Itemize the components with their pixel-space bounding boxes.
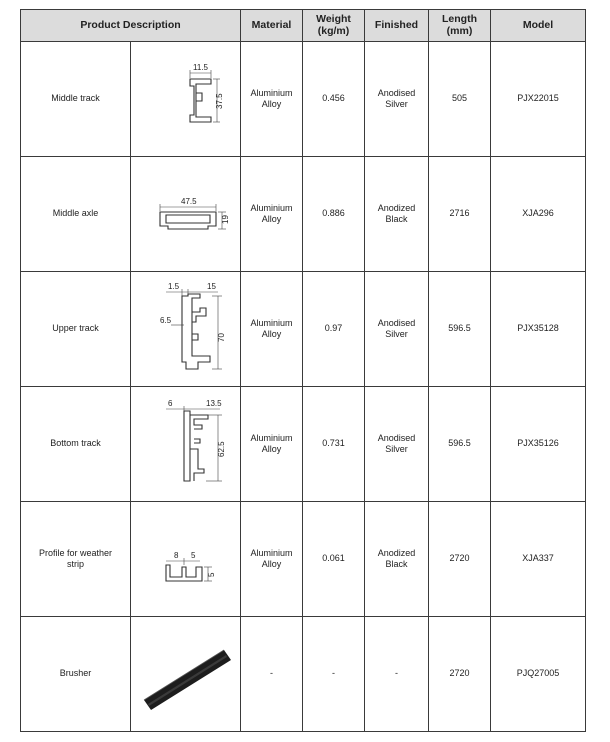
finished-line1: Anodized [377, 547, 416, 558]
dim-height-label: 19 [220, 215, 230, 224]
material-cell [241, 157, 303, 272]
material-cell: - [241, 617, 303, 732]
finished-line1: Anodized [377, 202, 416, 213]
dim-height-label: 5 [206, 572, 216, 577]
finished-line2: Silver [385, 444, 408, 454]
finished-cell [365, 157, 429, 272]
material-line2: Alloy [261, 444, 282, 454]
header-material: Material [241, 10, 303, 42]
finished-line2: Silver [385, 329, 408, 339]
dim-a-label: 8 [173, 551, 178, 560]
weight-cell: 0.731 [303, 387, 365, 502]
finished-cell [365, 387, 429, 502]
product-name: Middle axle [21, 157, 131, 272]
finished-cell [365, 42, 429, 157]
dim-height-label: 70 [216, 333, 226, 342]
table-row [21, 617, 586, 732]
header-weight-line2: (kg/m) [317, 24, 350, 37]
dim-height-label: 62.5 [216, 441, 226, 457]
product-name [21, 502, 131, 617]
model-cell: PJQ27005 [491, 617, 586, 732]
product-name: Upper track [21, 272, 131, 387]
table-row [21, 42, 586, 157]
header-length-line2: (mm) [446, 24, 473, 37]
weight-cell: 0.061 [303, 502, 365, 617]
finished-line1: Anodised [377, 87, 416, 98]
material-line1: Aluminium [250, 317, 293, 328]
table-row [21, 272, 586, 387]
dim-lip-label: 6 [167, 399, 172, 408]
finished-line2: Silver [385, 99, 408, 109]
product-drawing [131, 42, 241, 157]
length-cell: 505 [429, 42, 491, 157]
header-length-line1: Length [442, 12, 478, 25]
dim-height-label: 37.5 [214, 93, 224, 109]
finished-line1: Anodised [377, 317, 416, 328]
dim-width-label: 47.5 [180, 197, 197, 206]
model-cell: PJX22015 [491, 42, 586, 157]
finished-cell [365, 272, 429, 387]
product-name: Bottom track [21, 387, 131, 502]
header-weight-line1: Weight [316, 12, 351, 25]
table-row [21, 157, 586, 272]
dim-width-label: 15 [206, 282, 216, 291]
material-line2: Alloy [261, 329, 282, 339]
product-spec-table [20, 9, 586, 732]
bottom-track-profile-icon [136, 389, 236, 499]
material-line2: Alloy [261, 214, 282, 224]
model-cell: PJX35128 [491, 272, 586, 387]
weight-cell: 0.886 [303, 157, 365, 272]
dim-lip-label: 1.5 [167, 282, 179, 291]
dim-b-label: 5 [190, 551, 195, 560]
finished-cell [365, 502, 429, 617]
middle-track-profile-icon [136, 49, 236, 149]
material-line1: Aluminium [250, 87, 293, 98]
material-line1: Aluminium [250, 432, 293, 443]
dim-width-label: 13.5 [205, 399, 222, 408]
model-cell: XJA337 [491, 502, 586, 617]
finished-line2: Black [385, 214, 408, 224]
material-line2: Alloy [261, 559, 282, 569]
product-drawing [131, 617, 241, 732]
finished-cell: - [365, 617, 429, 732]
length-cell: 2716 [429, 157, 491, 272]
finished-line2: Black [385, 559, 408, 569]
material-line2: Alloy [261, 99, 282, 109]
product-name: Brusher [21, 617, 131, 732]
brush-strip-image [136, 624, 236, 724]
product-drawing [131, 157, 241, 272]
product-name-line2: strip [66, 559, 84, 569]
table-row [21, 387, 586, 502]
weight-cell: 0.97 [303, 272, 365, 387]
weather-strip-profile-icon [136, 509, 236, 609]
length-cell: 2720 [429, 617, 491, 732]
product-name-line1: Profile for weather [38, 547, 113, 558]
length-cell: 596.5 [429, 387, 491, 502]
dim-offset-label: 6.5 [159, 316, 171, 325]
material-line1: Aluminium [250, 202, 293, 213]
dim-width-label: 11.5 [192, 63, 208, 72]
material-cell [241, 272, 303, 387]
header-weight [303, 10, 365, 42]
header-product-description: Product Description [21, 10, 241, 42]
product-drawing [131, 502, 241, 617]
header-finished: Finished [365, 10, 429, 42]
model-cell: XJA296 [491, 157, 586, 272]
material-cell [241, 502, 303, 617]
weight-cell: - [303, 617, 365, 732]
weight-cell: 0.456 [303, 42, 365, 157]
product-drawing [131, 272, 241, 387]
finished-line1: Anodised [377, 432, 416, 443]
model-cell: PJX35126 [491, 387, 586, 502]
product-drawing [131, 387, 241, 502]
material-cell [241, 42, 303, 157]
table-row [21, 502, 586, 617]
upper-track-profile-icon [136, 274, 236, 384]
header-model: Model [491, 10, 586, 42]
header-length [429, 10, 491, 42]
product-name: Middle track [21, 42, 131, 157]
material-line1: Aluminium [250, 547, 293, 558]
middle-axle-profile-icon [136, 164, 236, 264]
header-row [21, 10, 586, 42]
length-cell: 2720 [429, 502, 491, 617]
material-cell [241, 387, 303, 502]
length-cell: 596.5 [429, 272, 491, 387]
